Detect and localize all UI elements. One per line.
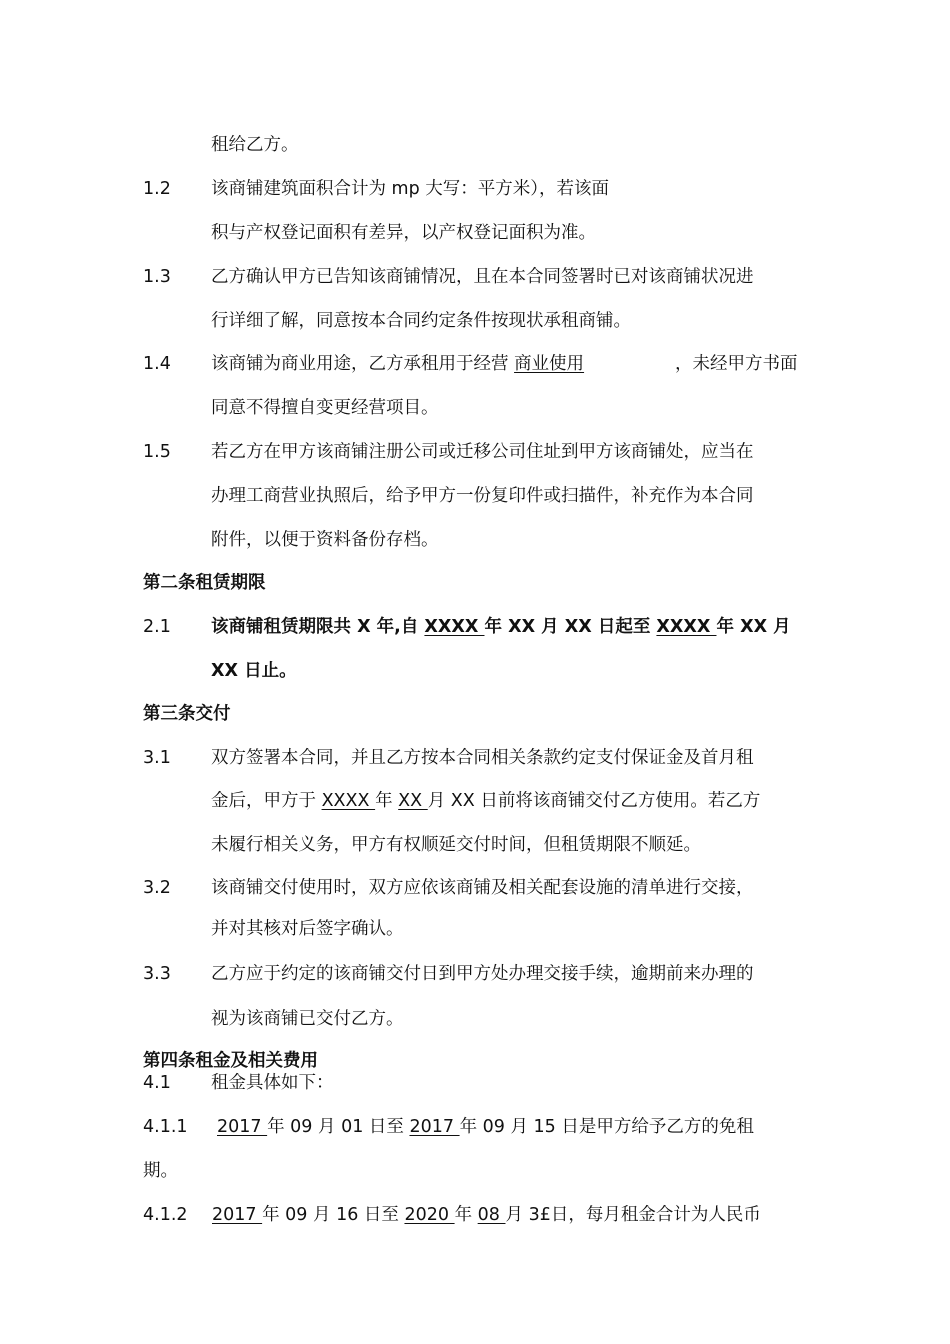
- clause-3-2-line-2: 并对其核对后签字确认。: [211, 919, 404, 939]
- clause-2-1-line-1: [211, 616, 791, 638]
- clause-1-4-line-1: [211, 353, 584, 375]
- clause-3-1-number: 3.1: [143, 748, 171, 768]
- clause-1-5-line-2: 办理工商营业执照后，给予甲方一份复印件或扫描件，补充作为本合同: [211, 486, 754, 506]
- clause-3-1-line-2: [211, 790, 760, 812]
- clause-3-1-text-a: 金后，甲方于: [211, 791, 322, 811]
- clause-1-2-line-1: 该商铺建筑面积合计为 mp 大写：平方米），若该面: [211, 179, 610, 199]
- clause-4-1-text: 租金具体如下：: [211, 1073, 334, 1093]
- clause-3-1-line-1: 双方签署本合同，并且乙方按本合同相关条款约定支付保证金及首月租: [211, 748, 754, 768]
- clause-2-1-text-e: 年 XX 月: [716, 617, 791, 637]
- clause-2-1-number: 2.1: [143, 617, 171, 637]
- clause-4-heading: 第四条租金及相关费用: [143, 1051, 318, 1071]
- rent-start-year: 2017: [212, 1205, 263, 1225]
- clause-2-1-text-c: 年 XX 月 XX 日起至: [484, 617, 657, 637]
- clause-1-5-line-1: 若乙方在甲方该商铺注册公司或迁移公司住址到甲方该商铺处，应当在: [211, 442, 754, 462]
- clause-3-1-text-e: 月 XX 日前将该商铺交付乙方使用。若乙方: [427, 791, 761, 811]
- clause-1-1-continuation: 租给乙方。: [211, 135, 299, 155]
- clause-1-4-number: 1.4: [143, 354, 171, 374]
- clause-4-1-1-text-d: 年 09 月 15 日是甲方给予乙方的免租: [459, 1117, 754, 1137]
- clause-4-1-2-text-f: 月 3£日，每月租金合计为人民币: [505, 1205, 761, 1225]
- clause-4-1-1-text-b: 年 09 月 01 日至: [267, 1117, 410, 1137]
- clause-3-1-line-3: 未履行相关义务，甲方有权顺延交付时间，但租赁期限不顺延。: [211, 835, 701, 855]
- clause-3-3-line-1: 乙方应于约定的该商铺交付日到甲方处办理交接手续，逾期前来办理的: [211, 964, 754, 984]
- free-rent-end-year: 2017: [409, 1117, 460, 1137]
- clause-4-1-2-line-1: [212, 1204, 761, 1226]
- delivery-year-blank: XXXX: [321, 791, 376, 811]
- end-year-blank: XXXX: [656, 617, 717, 637]
- business-use-blank: 商业使用: [514, 354, 585, 374]
- clause-3-3-line-2: 视为该商铺已交付乙方。: [211, 1009, 404, 1029]
- clause-4-1-1-line-1: [217, 1116, 754, 1138]
- rent-end-month: 08: [477, 1205, 506, 1225]
- free-rent-start-year: 2017: [217, 1117, 268, 1137]
- clause-1-2-line-2: 积与产权登记面积有差异，以产权登记面积为准。: [211, 223, 596, 243]
- clause-1-3-line-2: 行详细了解，同意按本合同约定条件按现状承租商铺。: [211, 311, 631, 331]
- clause-1-2-number: 1.2: [143, 179, 171, 199]
- rent-end-year: 2020: [404, 1205, 455, 1225]
- delivery-month-blank: XX: [398, 791, 428, 811]
- clause-3-2-number: 3.2: [143, 878, 171, 898]
- clause-3-1-text-c: 年: [375, 791, 399, 811]
- clause-1-5-line-3: 附件，以便于资料备份存档。: [211, 530, 439, 550]
- clause-3-3-number: 3.3: [143, 964, 171, 984]
- clause-3-heading: 第三条交付: [143, 704, 231, 724]
- clause-2-1-text-a: 该商铺租赁期限共 X 年,自: [211, 617, 425, 637]
- clause-2-heading: 第二条租赁期限: [143, 573, 266, 593]
- clause-1-5-number: 1.5: [143, 442, 171, 462]
- clause-4-1-2-text-b: 年 09 月 16 日至: [262, 1205, 405, 1225]
- clause-1-3-number: 1.3: [143, 267, 171, 287]
- clause-4-1-2-text-d: 年: [454, 1205, 478, 1225]
- clause-4-1-number: 4.1: [143, 1073, 171, 1093]
- clause-1-4-text-a: 该商铺为商业用途，乙方承租用于经营: [211, 354, 515, 374]
- start-year-blank: XXXX: [424, 617, 485, 637]
- clause-1-3-line-1: 乙方确认甲方已告知该商铺情况，且在本合同签署时已对该商铺状况进: [211, 267, 754, 287]
- clause-1-4-line-2: 同意不得擅自变更经营项目。: [211, 398, 439, 418]
- clause-4-1-1-number: 4.1.1: [143, 1117, 188, 1137]
- clause-1-4-text-c: ，未经甲方书面: [675, 354, 798, 374]
- clause-2-1-line-2: XX 日止。: [211, 661, 297, 681]
- clause-3-2-line-1: 该商铺交付使用时，双方应依该商铺及相关配套设施的清单进行交接，: [211, 878, 754, 898]
- clause-4-1-1-line-2: 期。: [143, 1161, 178, 1181]
- clause-4-1-2-number: 4.1.2: [143, 1205, 188, 1225]
